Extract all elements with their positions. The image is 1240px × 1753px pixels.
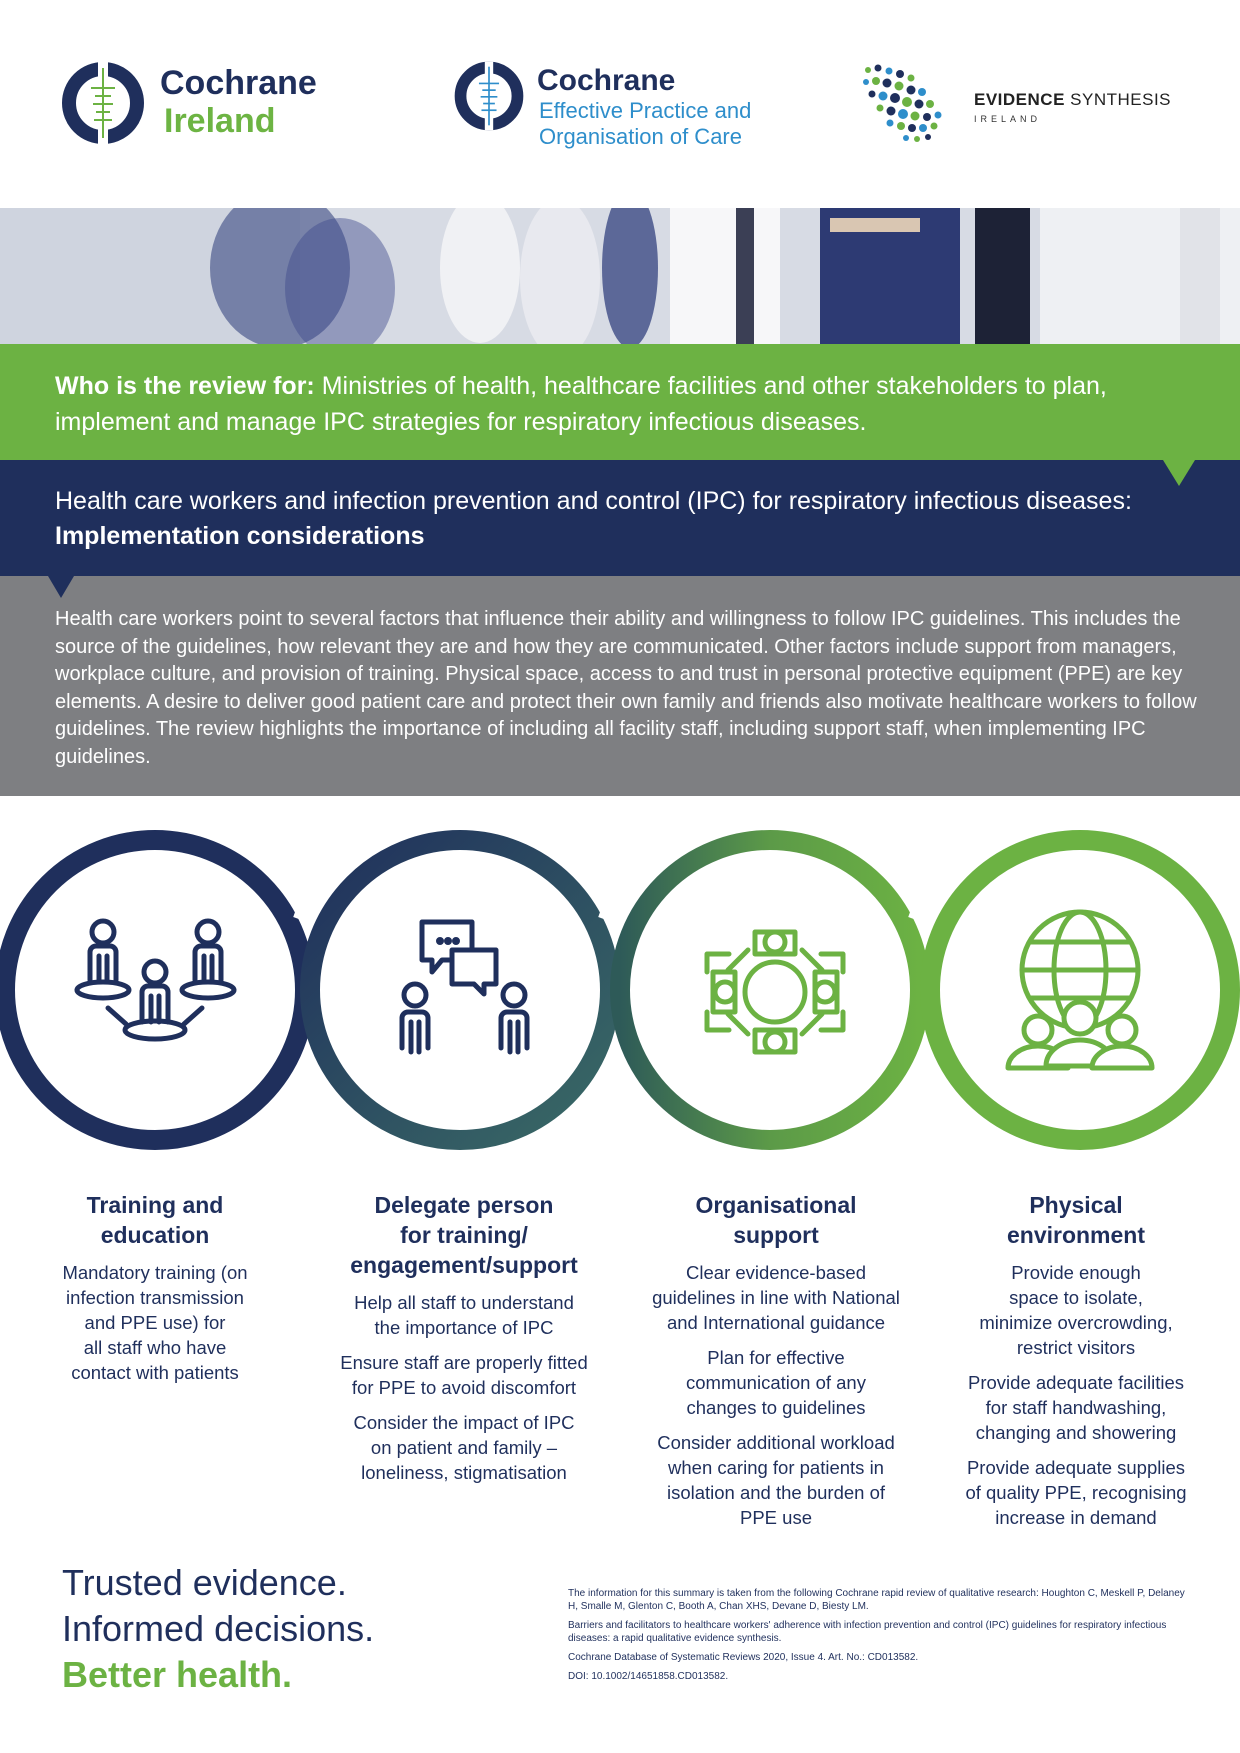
item-line: Plan for effective xyxy=(707,1347,845,1368)
item-line: changes to guidelines xyxy=(686,1397,866,1418)
item-line: Provide adequate facilities xyxy=(968,1372,1184,1393)
cochrane-epoc-logo xyxy=(453,60,752,149)
item-line: Help all staff to understand xyxy=(354,1292,574,1313)
item-line: minimize overcrowding, xyxy=(979,1312,1173,1333)
column-item xyxy=(318,1290,610,1340)
ring-3 xyxy=(620,840,920,1140)
conversation-icon xyxy=(402,922,527,1052)
reference-block xyxy=(568,1587,1188,1689)
heading-line: education xyxy=(100,1222,210,1248)
item-line: infection transmission xyxy=(66,1287,244,1308)
item-line: and PPE use) for xyxy=(84,1312,226,1333)
evidence-synthesis-rest: SYNTHESIS xyxy=(1064,90,1172,109)
tagline-line-1: Trusted evidence. xyxy=(62,1562,347,1603)
cochrane-epoc-line3: Organisation of Care xyxy=(539,124,742,149)
column-item xyxy=(628,1430,924,1530)
item-line: on patient and family – xyxy=(370,1437,558,1458)
evidence-synthesis-sub: IRELAND xyxy=(974,114,1042,124)
item-line: guidelines in line with National xyxy=(652,1287,900,1308)
cochrane-epoc-line1: Cochrane xyxy=(537,64,676,97)
column-physical xyxy=(940,1190,1212,1540)
globe-people-icon xyxy=(1008,912,1152,1068)
item-line: contact with patients xyxy=(71,1362,239,1383)
item-line: and International guidance xyxy=(666,1312,886,1333)
speech-pointer-navy xyxy=(48,576,74,598)
photo-illustration xyxy=(0,208,1240,344)
title-band xyxy=(0,460,1240,576)
column-organisational xyxy=(628,1190,924,1540)
column-item xyxy=(318,1410,610,1485)
logo-header xyxy=(0,0,1240,208)
cochrane-ireland-logo xyxy=(60,60,317,151)
reference-source: The information for this summary is taken from the following Cochrane rapid review of qualitative research: Houghton C, Meskell P, Delaney H, Smalle M, Glenton C, Booth A, Chan XHS, Devane D, Biesty LM. xyxy=(568,1588,1185,1612)
summary-band xyxy=(0,576,1240,796)
column-item xyxy=(318,1350,610,1400)
summary-text: Health care workers point to several factors that influence their ability and willingness to follow IPC guidelines. This includes the source of the guidelines, how relevant they are and how they are communicated. Other factors include support from managers, workplace culture, and provision of training. Physical space, access to and trust in personal protective equipment (PPE) are key elements. A desire to deliver good patient care and protect their own family and friends also motivate healthcare workers to follow guidelines. The review highlights the importance of including all facility staff, including support staff, when implementing IPC guidelines. xyxy=(55,608,1197,768)
column-item xyxy=(940,1260,1212,1360)
item-line: the importance of IPC xyxy=(374,1317,554,1338)
evidence-synthesis-ireland-logo xyxy=(862,62,1172,153)
item-line: for PPE to avoid discomfort xyxy=(351,1377,577,1398)
item-line: of quality PPE, recognising xyxy=(965,1482,1187,1503)
column-item xyxy=(940,1370,1212,1445)
cochrane-ireland-line2: Ireland xyxy=(164,102,276,140)
item-line: restrict visitors xyxy=(1016,1337,1136,1358)
heading-line: support xyxy=(733,1222,819,1248)
dot-cluster-icon xyxy=(862,62,962,148)
column-item xyxy=(40,1260,270,1385)
item-line: when caring for patients in xyxy=(668,1457,884,1478)
evidence-synthesis-bold: EVIDENCE xyxy=(974,90,1065,109)
item-line: Consider the impact of IPC xyxy=(353,1412,575,1433)
heading-line: Delegate person xyxy=(374,1192,554,1218)
item-line: Mandatory training (on xyxy=(62,1262,248,1283)
item-line: Provide enough xyxy=(1011,1262,1141,1283)
reference-title: Barriers and facilitators to healthcare workers' adherence with infection prevention and control (IPC) guidelines for respiratory infectious diseases: a rapid qualitative evidence synthesis. xyxy=(568,1620,1167,1644)
cochrane-ireland-mark-icon xyxy=(60,60,146,146)
reference-doi: DOI: 10.1002/14651858.CD013582. xyxy=(568,1671,729,1682)
heading-line: Physical xyxy=(1029,1192,1123,1218)
column-heading xyxy=(318,1190,610,1280)
theme-rings xyxy=(0,830,1240,1170)
item-line: Consider additional workload xyxy=(657,1432,895,1453)
heading-line: Training and xyxy=(86,1192,224,1218)
item-line: Ensure staff are properly fitted xyxy=(340,1352,588,1373)
heading-line: for training/ xyxy=(400,1222,528,1248)
item-line: Clear evidence-based xyxy=(686,1262,866,1283)
organisation-network-icon xyxy=(707,932,843,1052)
cochrane-ireland-line1: Cochrane xyxy=(160,64,317,102)
ring-1 xyxy=(5,840,305,1140)
item-line: all staff who have xyxy=(83,1337,227,1358)
speech-pointer-green xyxy=(1163,460,1195,486)
item-line: for staff handwashing, xyxy=(985,1397,1167,1418)
reference-journal: Cochrane Database of Systematic Reviews 2020, Issue 4. Art. No.: CD013582. xyxy=(568,1652,919,1663)
audience-label: Who is the review for: xyxy=(55,372,315,400)
column-heading xyxy=(40,1190,270,1250)
item-line: increase in demand xyxy=(995,1507,1157,1528)
ring-graphic xyxy=(0,830,1240,1170)
training-group-icon xyxy=(77,921,234,1039)
column-heading xyxy=(940,1190,1212,1250)
tagline xyxy=(62,1560,374,1698)
item-line: Provide adequate supplies xyxy=(966,1457,1186,1478)
heading-line: Organisational xyxy=(695,1192,857,1218)
column-delegate xyxy=(318,1190,610,1495)
tagline-line-3: Better health. xyxy=(62,1654,293,1695)
heading-line: environment xyxy=(1006,1222,1146,1248)
item-line: isolation and the burden of xyxy=(666,1482,886,1503)
ring-4 xyxy=(930,840,1230,1140)
column-training xyxy=(40,1190,270,1395)
audience-band xyxy=(0,344,1240,460)
audience-text: Ministries of health, healthcare facilities and other stakeholders to plan, implement and manage IPC strategies for respiratory infectious diseases. xyxy=(55,372,1107,436)
item-line: loneliness, stigmatisation xyxy=(361,1462,567,1483)
item-line: communication of any xyxy=(686,1372,866,1393)
tagline-line-2: Informed decisions. xyxy=(62,1608,375,1649)
page-title xyxy=(55,484,1195,554)
item-line: PPE use xyxy=(740,1507,812,1528)
item-line: changing and showering xyxy=(975,1422,1177,1443)
page-title-bold: Implementation considerations xyxy=(55,522,425,550)
cochrane-epoc-mark-icon xyxy=(453,60,525,132)
cochrane-epoc-line2: Effective Practice and xyxy=(539,98,752,123)
hospital-staff-photo xyxy=(0,208,1240,344)
evidence-synthesis-wordmark xyxy=(974,90,1171,110)
ring-2 xyxy=(310,840,610,1140)
column-item xyxy=(940,1455,1212,1530)
column-heading xyxy=(628,1190,924,1250)
item-line: space to isolate, xyxy=(1009,1287,1143,1308)
heading-line: engagement/support xyxy=(350,1252,578,1278)
column-item xyxy=(628,1345,924,1420)
audience-statement xyxy=(55,368,1195,440)
page-title-text: Health care workers and infection prevention and control (IPC) for respiratory infectious diseases: xyxy=(55,487,1132,515)
column-item xyxy=(628,1260,924,1335)
